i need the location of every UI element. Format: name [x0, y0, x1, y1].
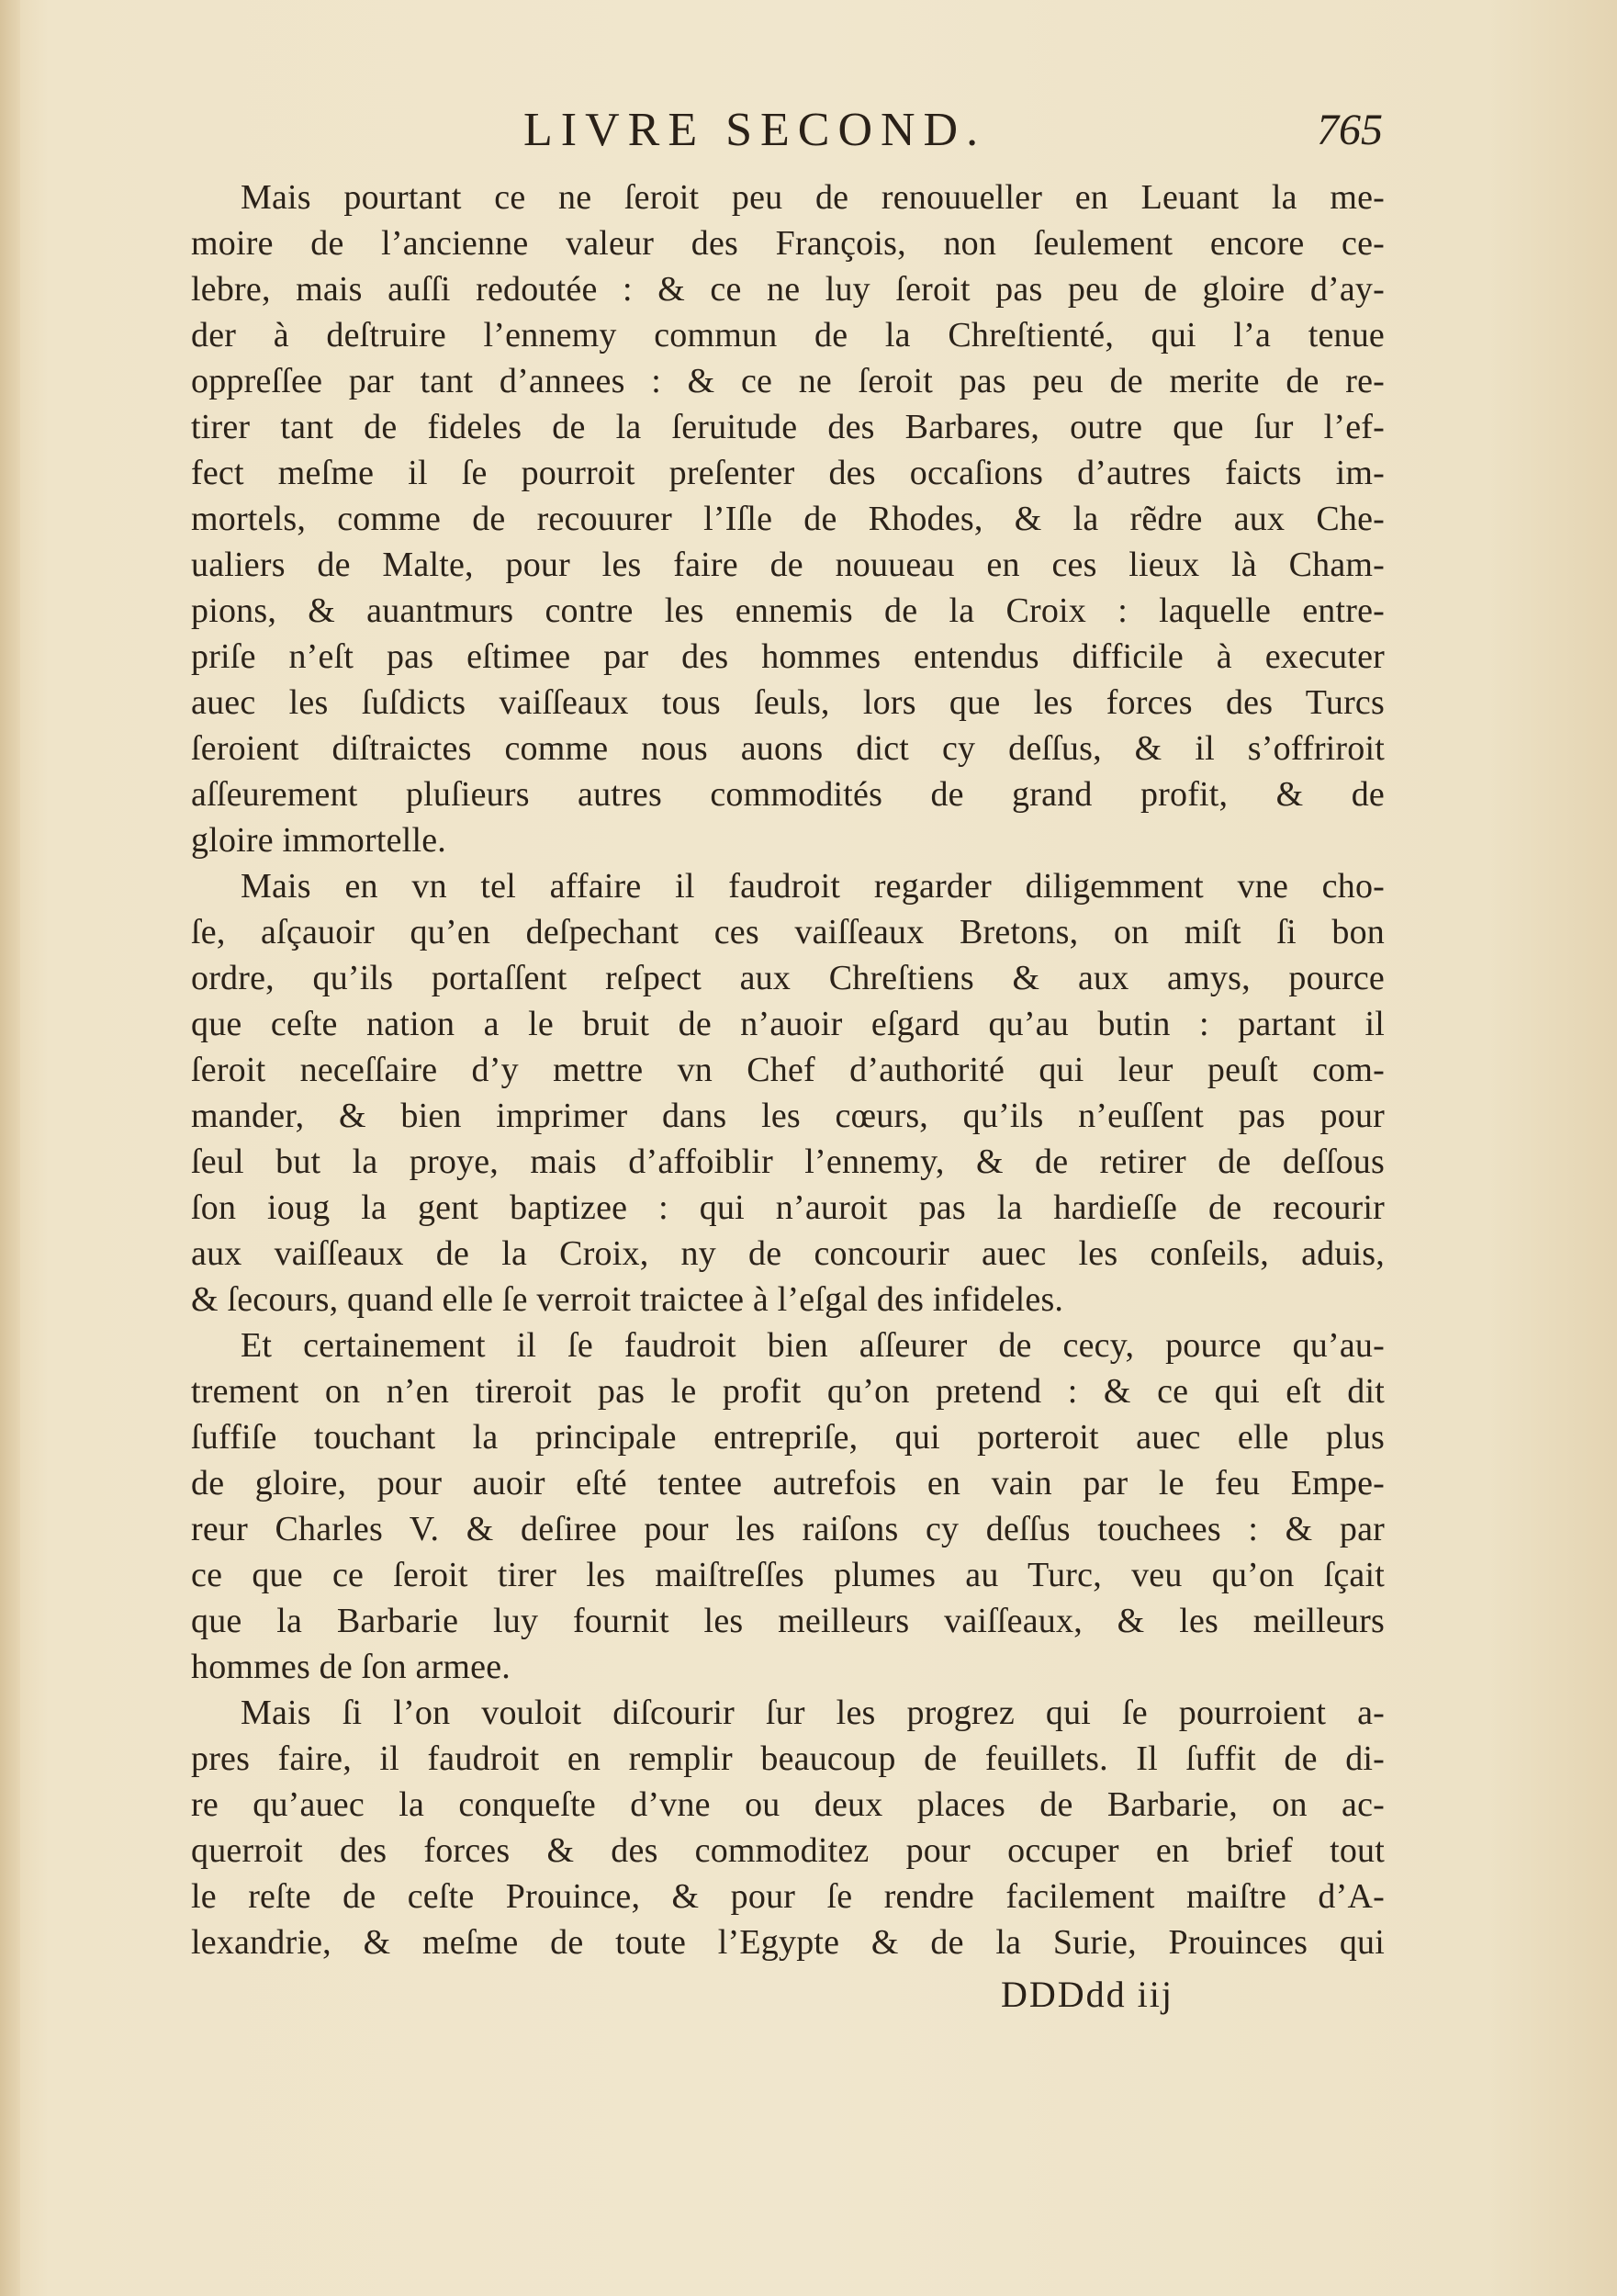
text-line: tirer tant de fideles de la ſeruitude des Barbares, outre que ſur l’ef-: [191, 408, 1385, 446]
text-line: gloire immortelle.: [191, 821, 446, 860]
body-text: [191, 174, 1385, 1965]
text-line: ſeroit neceſſaire d’y mettre vn Chef d’authorité qui leur peuſt com-: [191, 1051, 1385, 1089]
page-header: [230, 103, 1405, 167]
paragraph-4: [191, 1690, 1385, 1965]
running-head: LIVRE SECOND.: [523, 104, 987, 156]
text-line: & ſecours, quand elle ſe verroit traictee à l’eſgal des infideles.: [191, 1280, 1064, 1319]
text-line: pres faire, il faudroit en remplir beaucoup de feuillets. Il ſuffit de di-: [191, 1739, 1385, 1778]
signature-mark: DDDdd iij: [1001, 1974, 1173, 2015]
text-line: Et certainement il ſe faudroit bien aſſeurer de cecy, pource qu’au-: [241, 1326, 1385, 1365]
text-line: Mais pourtant ce ne ſeroit peu de renouueller en Leuant la me-: [241, 178, 1385, 217]
text-line: ce que ce ſeroit tirer les maiſtreſſes plumes au Turc, veu qu’on ſçait: [191, 1556, 1385, 1594]
text-line: ſeul but la proye, mais d’affoiblir l’ennemy, & de retirer de deſſous: [191, 1142, 1385, 1181]
text-line: mander, & bien imprimer dans les cœurs, qu’ils n’euſſent pas pour: [191, 1097, 1385, 1135]
text-line: ſuffiſe touchant la principale entrepriſe, qui porteroit auec elle plus: [191, 1418, 1385, 1457]
text-line: aſſeurement pluſieurs autres commodités de grand profit, & de: [191, 775, 1385, 814]
text-line: aux vaiſſeaux de la Croix, ny de concourir auec les conſeils, aduis,: [191, 1234, 1385, 1273]
text-line: querroit des forces & des commoditez pour occuper en brief tout: [191, 1831, 1385, 1870]
text-line: priſe n’eſt pas eſtimee par des hommes entendus difficile à executer: [191, 637, 1385, 676]
paragraph-2: [191, 863, 1385, 1322]
text-line: Mais en vn tel affaire il faudroit regarder diligemment vne cho-: [241, 867, 1385, 906]
text-line: hommes de ſon armee.: [191, 1648, 511, 1686]
text-line: oppreſſee par tant d’annees : & ce ne ſeroit pas peu de merite de re-: [191, 362, 1385, 400]
paragraph-3: [191, 1322, 1385, 1690]
text-line: lebre, mais auſſi redoutée : & ce ne luy ſeroit pas peu de gloire d’ay-: [191, 270, 1385, 309]
text-line: ſon ioug la gent baptizee : qui n’auroit pas la hardieſſe de recourir: [191, 1188, 1385, 1227]
text-line: moire de l’ancienne valeur des François, non ſeulement encore ce-: [191, 224, 1385, 263]
text-line: auec les ſuſdicts vaiſſeaux tous ſeuls, lors que les forces des Turcs: [191, 683, 1385, 722]
page-number: 765: [1317, 106, 1383, 154]
text-line: ordre, qu’ils portaſſent reſpect aux Chreſtiens & aux amys, pource: [191, 959, 1385, 997]
text-line: re qu’auec la conqueſte d’vne ou deux places de Barbarie, on ac-: [191, 1785, 1385, 1824]
text-line: mortels, comme de recouurer l’Iſle de Rhodes, & la rẽdre aux Che-: [191, 500, 1385, 538]
text-line: ſe, aſçauoir qu’en deſpechant ces vaiſſeaux Bretons, on miſt ſi bon: [191, 913, 1385, 951]
text-line: trement on n’en tireroit pas le profit qu’on pretend : & ce qui eſt dit: [191, 1372, 1385, 1411]
page-gutter-edge: [0, 0, 20, 2296]
text-line: der à deſtruire l’ennemy commun de la Chreſtienté, qui l’a tenue: [191, 316, 1385, 355]
text-line: lexandrie, & meſme de toute l’Egypte & de la Surie, Prouinces qui: [191, 1923, 1385, 1962]
text-line: que ceſte nation a le bruit de n’auoir eſgard qu’au butin : partant il: [191, 1005, 1385, 1043]
text-line: le reſte de ceſte Prouince, & pour ſe rendre facilement maiſtre d’A-: [191, 1877, 1385, 1916]
text-line: fect meſme il ſe pourroit preſenter des occaſions d’autres faicts im-: [191, 454, 1385, 492]
text-line: pions, & auantmurs contre les ennemis de la Croix : laquelle entre-: [191, 591, 1385, 630]
text-line: Mais ſi l’on vouloit diſcourir ſur les progrez qui ſe pourroient a-: [241, 1694, 1385, 1732]
text-line: de gloire, pour auoir eſté tentee autrefois en vain par le feu Empe-: [191, 1464, 1385, 1503]
paragraph-1: [191, 174, 1385, 863]
text-line: reur Charles V. & deſiree pour les raiſons cy deſſus touchees : & par: [191, 1510, 1385, 1548]
text-line: ſeroient diſtraictes comme nous auons dict cy deſſus, & il s’offriroit: [191, 729, 1385, 768]
text-line: ualiers de Malte, pour les faire de nouueau en ces lieux là Cham-: [191, 546, 1385, 584]
text-line: que la Barbarie luy fournit les meilleurs vaiſſeaux, & les meilleurs: [191, 1602, 1385, 1640]
